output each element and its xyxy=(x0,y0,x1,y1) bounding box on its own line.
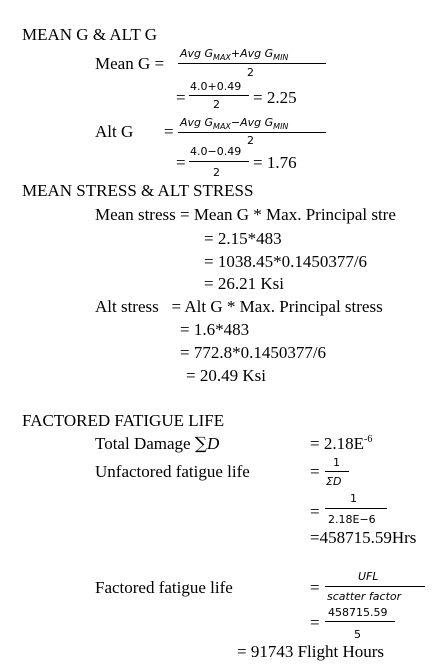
ufl-result: =458715.59Hrs xyxy=(310,528,417,547)
ffl-result: = 91743 Flight Hours xyxy=(237,642,385,661)
alt-g-eq: = xyxy=(164,122,174,141)
ffl-denominator: scatter factor xyxy=(327,590,402,603)
heading-mean-alt-g: MEAN G & ALT G xyxy=(22,25,158,44)
ffl-denominator-values: 5 xyxy=(354,628,361,641)
mean-g-numerator: Avg $G_{MAX}+Avg$ $G_{MIN}$ xyxy=(180,47,289,63)
sigma-symbol: ∑ xyxy=(194,434,207,454)
alt-stress-step-2: = 772.8*0.1450377/6 xyxy=(180,343,327,362)
alt-g-values-bar xyxy=(189,161,249,162)
mean-stress-result: = 26.21 Ksi xyxy=(204,274,284,293)
alt-g-denominator: 2 xyxy=(247,134,254,147)
ufl-denominator-values: 2.18E−6 xyxy=(328,513,376,526)
alt-stress-step-1: = 1.6*483 xyxy=(180,320,250,339)
mean-g-denominator-values: 2 xyxy=(213,98,220,111)
alt-g-fraction-bar xyxy=(178,132,326,133)
ufl-numerator: 1 xyxy=(333,456,340,469)
ufl-eq: = xyxy=(310,462,320,481)
mean-g-denominator: 2 xyxy=(247,66,254,79)
mean-stress-line: Mean stress = Mean G * Max. Principal stre xyxy=(95,205,396,224)
mean-stress-step-1: = 2.15*483 xyxy=(204,229,282,248)
mean-g-eq: = xyxy=(176,88,186,107)
ffl-values-bar xyxy=(325,621,395,622)
mean-stress-step-2: = 1038.45*0.1450377/6 xyxy=(204,252,368,271)
alt-g-lhs: Alt G xyxy=(95,122,134,141)
ufl-fraction-bar xyxy=(325,471,349,472)
ufl-numerator-values: 1 xyxy=(350,492,357,505)
mean-g-fraction-bar xyxy=(178,63,326,64)
ufl-eq2: = xyxy=(310,502,320,521)
mean-g-values-bar xyxy=(189,95,249,96)
heading-mean-alt-stress: MEAN STRESS & ALT STRESS xyxy=(22,181,254,200)
alt-stress-result: = 20.49 Ksi xyxy=(186,366,266,385)
ufl-denominator: ΣD xyxy=(326,475,342,488)
ffl-eq: = xyxy=(310,578,320,597)
alt-g-numerator-values: 4.0−0.49 xyxy=(190,145,242,158)
unfactored-fatigue-life-label: Unfactored fatigue life xyxy=(95,462,250,481)
total-damage-value: = $2.18E^{-6}$ xyxy=(310,434,373,453)
alt-g-eq2: = xyxy=(176,153,186,172)
ffl-fraction-bar xyxy=(325,586,425,587)
alt-g-denominator-values: 2 xyxy=(213,166,220,179)
ffl-numerator-values: 458715.59 xyxy=(328,606,388,619)
factored-fatigue-life-label: Factored fatigue life xyxy=(95,578,233,597)
alt-g-numerator: Avg $G_{MAX}-Avg$ $G_{MIN}$ xyxy=(180,116,289,132)
total-damage-label: Total Damage ∑D xyxy=(95,434,220,454)
mean-g-numerator-values: 4.0+0.49 xyxy=(190,80,242,93)
mean-g-lhs: Mean G = xyxy=(95,54,165,73)
alt-stress-line: Alt stress = Alt G * Max. Principal stress xyxy=(95,297,383,316)
heading-factored-fatigue-life: FACTORED FATIGUE LIFE xyxy=(22,411,225,430)
ufl-values-bar xyxy=(325,508,387,509)
alt-g-result: = 1.76 xyxy=(253,153,297,172)
ffl-eq2: = xyxy=(310,613,320,632)
ffl-numerator: UFL xyxy=(358,570,379,583)
mean-g-result: = 2.25 xyxy=(253,88,297,107)
